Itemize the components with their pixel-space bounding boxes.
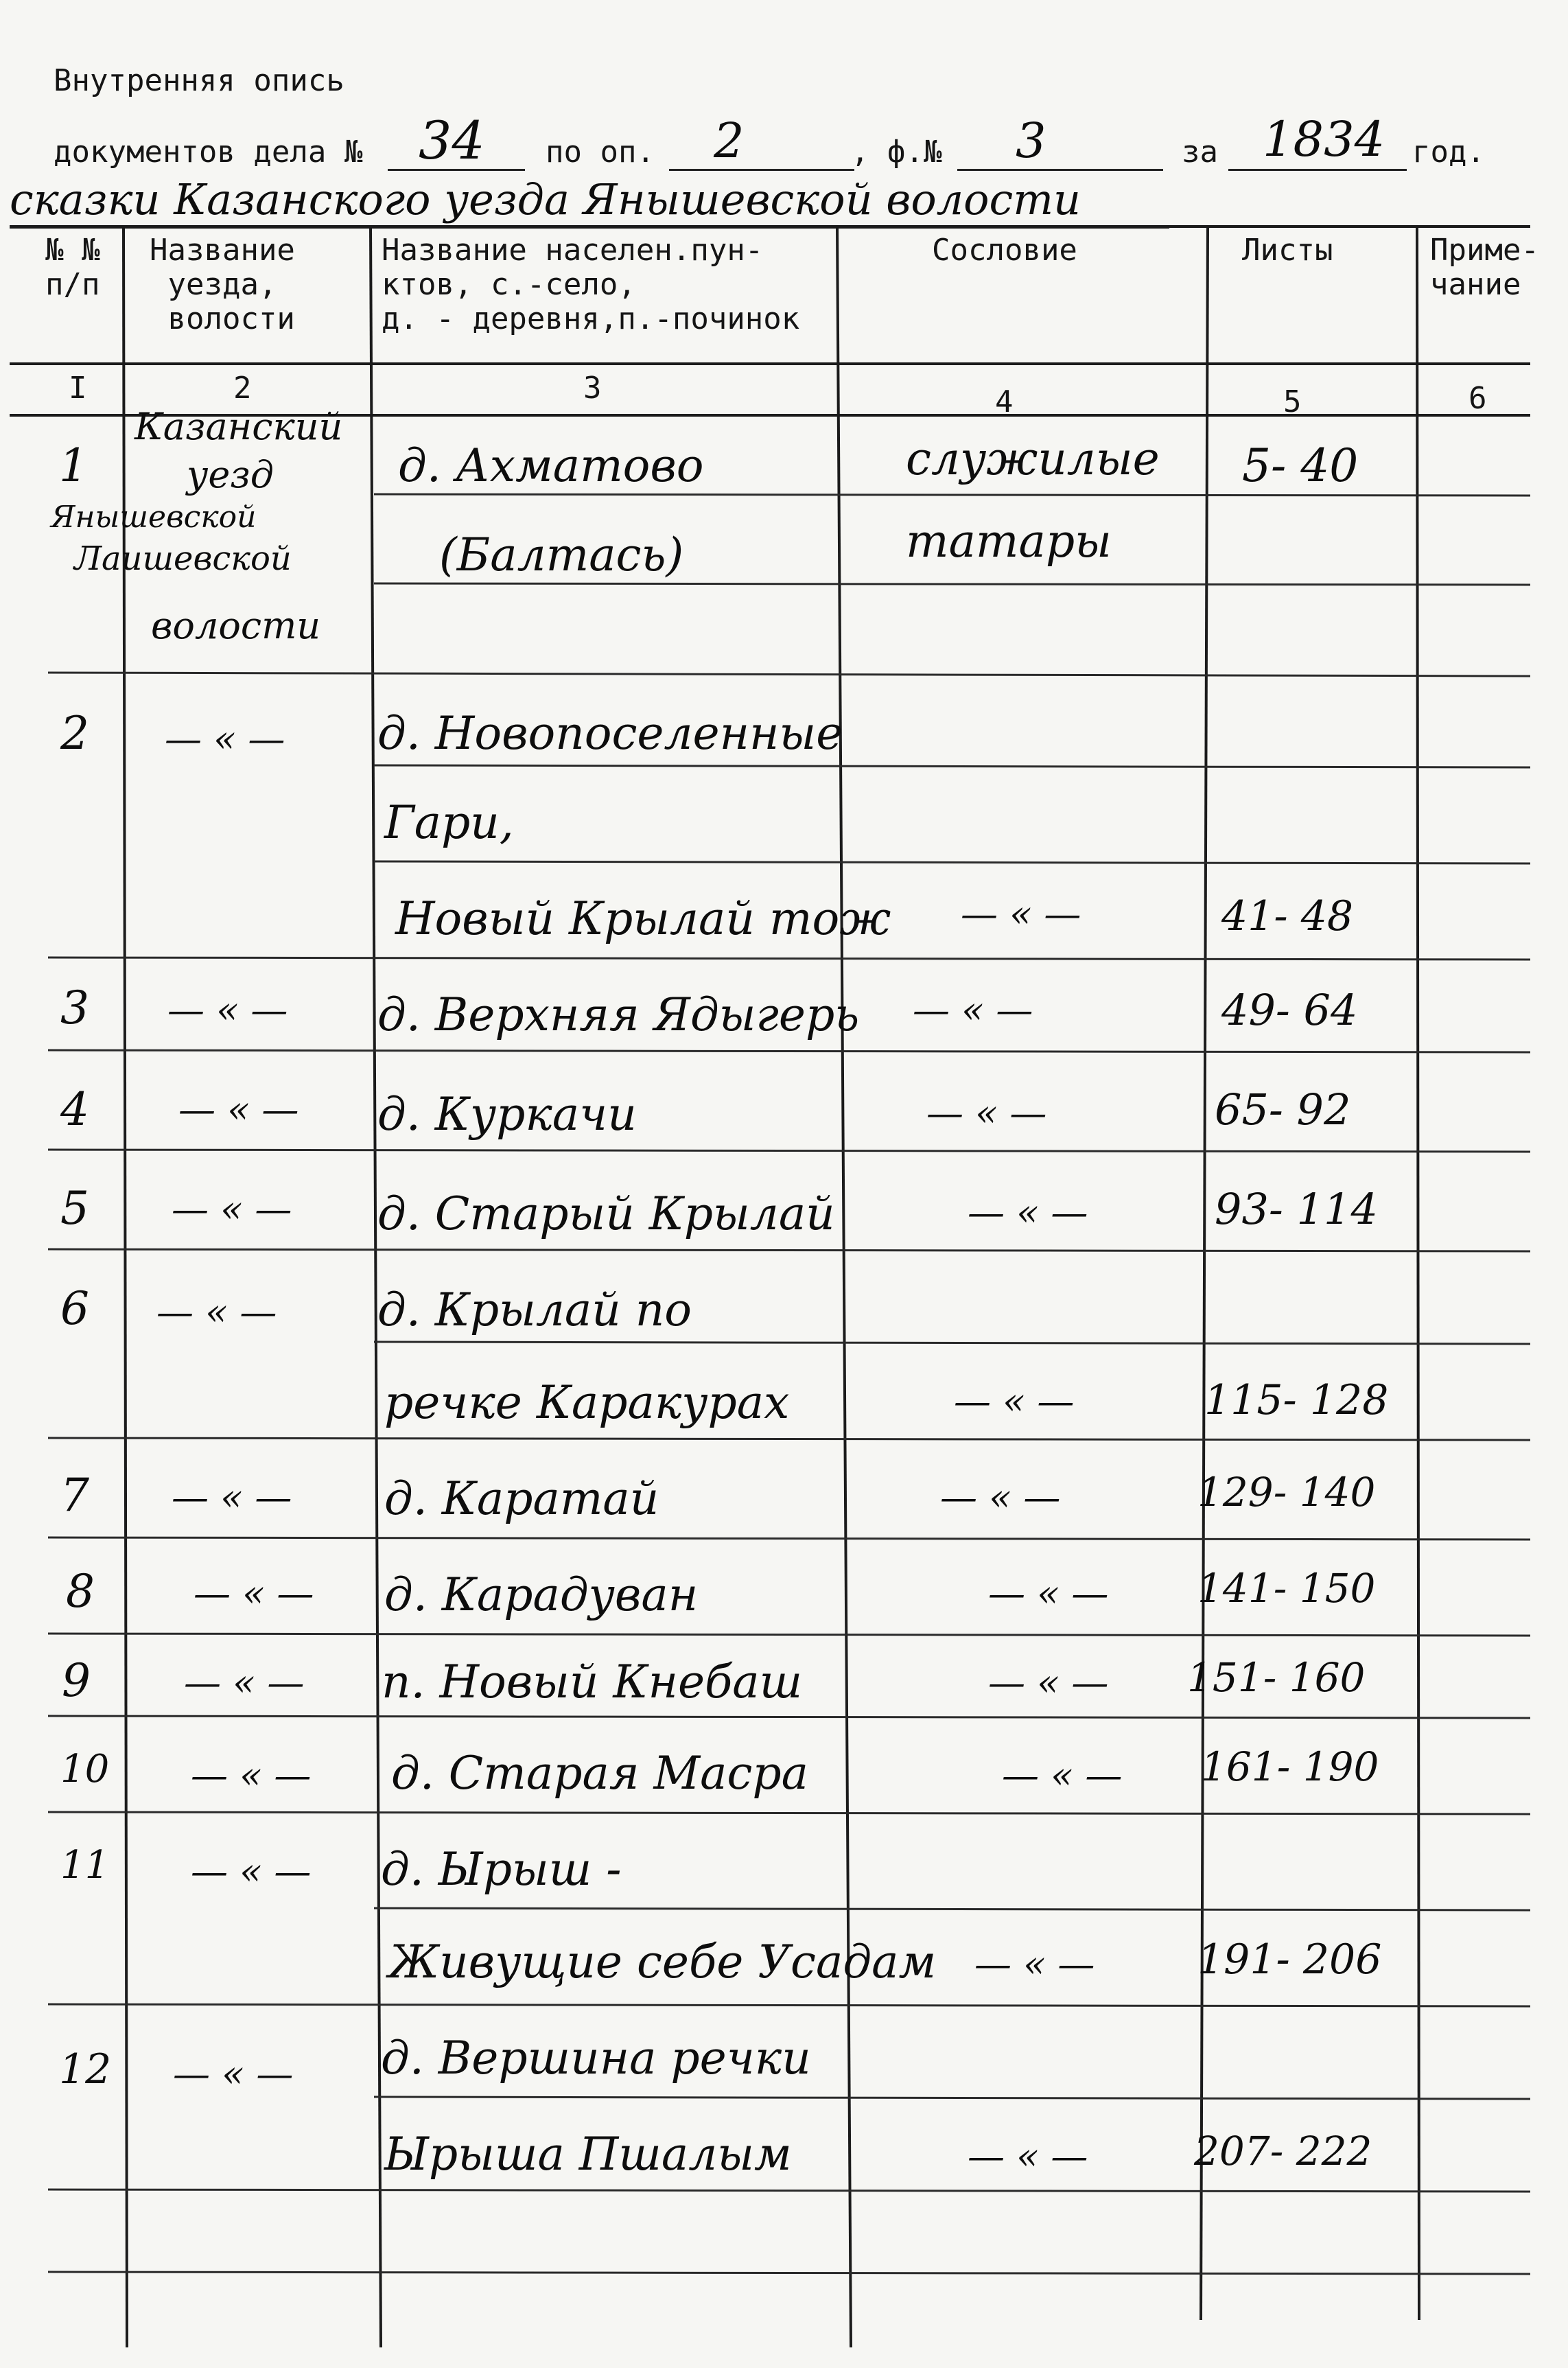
- row-11-sheets: 191- 206: [1197, 1936, 1382, 1984]
- row-1-number: 1: [59, 439, 88, 492]
- row-1-district-line-1: Казанский: [134, 405, 343, 448]
- row-6-class: — « —: [954, 1380, 1075, 1423]
- row-11-district: — « —: [191, 1850, 312, 1893]
- fond-number: 3: [1016, 113, 1046, 169]
- row-9-class: — « —: [988, 1661, 1109, 1704]
- row-1-class-line-2: татары: [906, 515, 1112, 568]
- year-suffix: год.: [1412, 135, 1485, 170]
- case-number: 34: [419, 110, 485, 171]
- row-7-class: — « —: [940, 1476, 1061, 1519]
- col-number-3: 3: [583, 371, 602, 406]
- row-11-number: 11: [60, 1843, 110, 1888]
- row-7-place: д. Каратай: [384, 1472, 659, 1525]
- col-header-place: Название населен.пун- ктов, с.-село, д. - деревня,п.-починок: [382, 233, 800, 336]
- row-3-place: д. Верхняя Ядыгерь: [377, 988, 860, 1041]
- doc-subtitle: сказки Казанского уезда Янышевской волости: [10, 174, 1081, 224]
- row-5-district: — « —: [172, 1187, 292, 1231]
- row-6-place-line-1: д. Крылай по: [377, 1284, 692, 1336]
- row-10-number: 10: [60, 1747, 110, 1791]
- row-11-place-line-1: д. Ырыш -: [381, 1843, 622, 1896]
- row-8-place: д. Карадуван: [384, 1568, 699, 1621]
- row-4-number: 4: [60, 1083, 89, 1136]
- row-2-class: — « —: [961, 892, 1081, 936]
- col-header-notes: Приме- чание: [1430, 233, 1539, 302]
- row-3-number: 3: [60, 982, 89, 1034]
- row-4-place: д. Куркачи: [377, 1088, 637, 1141]
- row-2-place-line-2: Гари,: [384, 796, 514, 849]
- col-header-class: Сословие: [932, 233, 1077, 268]
- row-2-sheets: 41- 48: [1221, 892, 1354, 940]
- row-1-district-line-4: Лаишевской: [74, 539, 292, 578]
- row-11-class: — « —: [974, 1942, 1095, 1986]
- col-number-4: 4: [995, 384, 1014, 419]
- row-6-district: — « —: [156, 1290, 277, 1334]
- row-5-number: 5: [60, 1182, 89, 1235]
- row-9-sheets: 151- 160: [1187, 1654, 1366, 1701]
- row-8-number: 8: [66, 1565, 95, 1618]
- row-1-sheets: 5- 40: [1242, 439, 1359, 492]
- docs-prefix-label: документов дела №: [54, 135, 363, 170]
- col-number-2: 2: [233, 371, 252, 406]
- row-1-class-line-1: служилые: [906, 432, 1160, 485]
- row-1-district-line-3: Янышевской: [51, 500, 257, 535]
- row-2-district: — « —: [165, 717, 285, 761]
- row-3-class: — « —: [913, 988, 1033, 1032]
- row-7-district: — « —: [172, 1476, 292, 1519]
- row-11-place-line-2: Живущие себе Усадам: [388, 1936, 937, 1988]
- row-5-class: — « —: [968, 1191, 1088, 1234]
- row-6-place-line-2: речке Каракурах: [384, 1376, 790, 1429]
- row-10-sheets: 161- 190: [1201, 1743, 1379, 1790]
- row-7-sheets: 129- 140: [1197, 1469, 1376, 1516]
- col-number-6: 6: [1468, 381, 1487, 416]
- row-9-number: 9: [62, 1654, 91, 1707]
- row-5-sheets: 93- 114: [1215, 1184, 1378, 1234]
- row-12-sheets: 207- 222: [1194, 2128, 1372, 2174]
- row-12-class: — « —: [968, 2135, 1088, 2178]
- row-9-place: п. Новый Кнебаш: [382, 1656, 803, 1708]
- row-9-district: — « —: [184, 1661, 305, 1704]
- op-number: 2: [714, 113, 745, 169]
- row-8-sheets: 141- 150: [1197, 1565, 1376, 1612]
- row-7-number: 7: [60, 1469, 89, 1522]
- year-value: 1834: [1263, 111, 1385, 167]
- row-4-class: — « —: [926, 1091, 1047, 1135]
- row-2-number: 2: [60, 707, 89, 760]
- row-8-class: — « —: [988, 1572, 1109, 1615]
- row-2-place-line-3: Новый Крылай тож: [395, 892, 891, 945]
- row-6-number: 6: [60, 1282, 89, 1335]
- row-3-sheets: 49- 64: [1221, 985, 1358, 1035]
- za-label: за: [1182, 135, 1218, 170]
- fond-label: , ф.№: [851, 135, 942, 170]
- row-12-place-line-2: Ырыша Пшалым: [384, 2128, 792, 2181]
- op-label: по оп.: [546, 135, 655, 170]
- row-12-district: — « —: [173, 2052, 294, 2096]
- row-2-place-line-1: д. Новопоселенные: [377, 707, 843, 760]
- row-5-place: д. Старый Крылай: [377, 1187, 835, 1240]
- row-12-place-line-1: д. Вершина речки: [381, 2032, 811, 2085]
- row-6-sheets: 115- 128: [1204, 1376, 1389, 1424]
- col-header-district: Название уезда, волости: [150, 233, 295, 336]
- row-10-place: д. Старая Масра: [391, 1747, 808, 1800]
- col-number-5: 5: [1283, 384, 1302, 419]
- row-8-district: — « —: [194, 1572, 314, 1615]
- row-1-place-line-1: д. Ахматово: [398, 439, 704, 492]
- row-3-district: — « —: [167, 988, 288, 1032]
- row-10-district: — « —: [191, 1754, 312, 1797]
- row-1-district-line-2: уезд: [187, 453, 274, 496]
- row-4-district: — « —: [178, 1088, 299, 1131]
- doc-title: Внутренняя опись: [54, 63, 344, 98]
- row-12-number: 12: [59, 2045, 112, 2093]
- col-header-num: № № п/п: [45, 233, 100, 302]
- col-number-1: I: [69, 371, 87, 406]
- row-1-district-line-5: волости: [151, 604, 321, 647]
- row-1-place-line-2: (Балтась): [439, 529, 684, 581]
- col-header-sheets: Листы: [1242, 233, 1333, 268]
- row-10-class: — « —: [1002, 1754, 1123, 1797]
- row-4-sheets: 65- 92: [1215, 1084, 1351, 1135]
